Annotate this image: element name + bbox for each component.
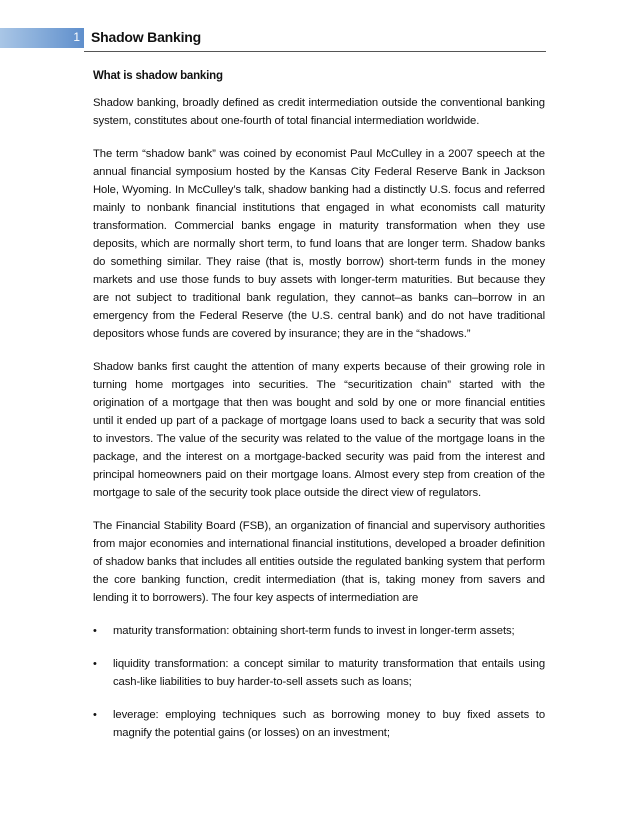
list-item-text: maturity transformation: obtaining short-term funds to invest in longer-term assets; — [113, 625, 515, 637]
list-item-text: liquidity transformation: a concept similar to maturity transformation that entails using cash-like liabilities to buy harder-to-sell assets such as loans; — [113, 658, 545, 688]
bullet-list — [93, 622, 545, 742]
page-number-bar — [0, 28, 84, 48]
section-heading: What is shadow banking — [93, 70, 223, 82]
paragraph: Shadow banks first caught the attention of many experts because of their growing role in turning home mortgages into securities. The “securitization chain” started with the origination of a mortgage that then was bought and sold by one or more financial entities until it ended up part of a package of mortgage loans used to back a security that was sold to investors. The value of the security was related to the value of the mortgage loans in the package, and the interest on a mortgage-backed security was paid from the interest and principal homeowners paid on their mortgage loans. Almost every step from creation of the mortgage to sale of the security took place outside the direct view of regulators. — [93, 361, 545, 499]
page-header — [0, 28, 638, 52]
bullet-icon: • — [93, 625, 97, 637]
bullet-icon: • — [93, 658, 97, 670]
document-body — [93, 70, 545, 757]
list-item-text: leverage: employing techniques such as borrowing money to buy fixed assets to magnify the potential gains (or losses) on an investment; — [113, 709, 545, 739]
paragraph: Shadow banking, broadly defined as credit intermediation outside the conventional banking system, constitutes about one-fourth of total financial intermediation worldwide. — [93, 97, 545, 127]
bullet-icon: • — [93, 709, 97, 721]
paragraph: The term “shadow bank” was coined by economist Paul McCulley in a 2007 speech at the annual financial symposium hosted by the Kansas City Federal Reserve Bank in Jackson Hole, Wyoming. In McCulley’s talk, shadow banking had a distinctly U.S. focus and referred mainly to nonbank financial institutions that engaged in what economists call maturity transformation. Commercial banks engage in maturity transformation when they use deposits, which are normally short term, to fund loans that are longer term. Shadow banks do something similar. They raise (that is, mostly borrow) short-term funds in the money markets and use those funds to buy assets with longer-term maturities. But because they are not subject to traditional bank regulation, they cannot–as banks can–borrow in an emergency from the Federal Reserve (the U.S. central bank) and do not have traditional depositors whose funds are covered by insurance; they are in the “shadows.” — [93, 148, 545, 340]
page-number: 1 — [73, 30, 80, 44]
list-item — [93, 622, 545, 640]
header-title: Shadow Banking — [91, 29, 201, 45]
list-item — [93, 655, 545, 691]
header-divider — [84, 51, 546, 52]
list-item — [93, 706, 545, 742]
paragraph: The Financial Stability Board (FSB), an organization of financial and supervisory authorities from major economies and international financial institutions, developed a broader definition of shadow banks that includes all entities outside the regulated banking system that perform the core banking function, credit intermediation (that is, taking money from savers and lending it to borrowers). The four key aspects of intermediation are — [93, 520, 545, 604]
